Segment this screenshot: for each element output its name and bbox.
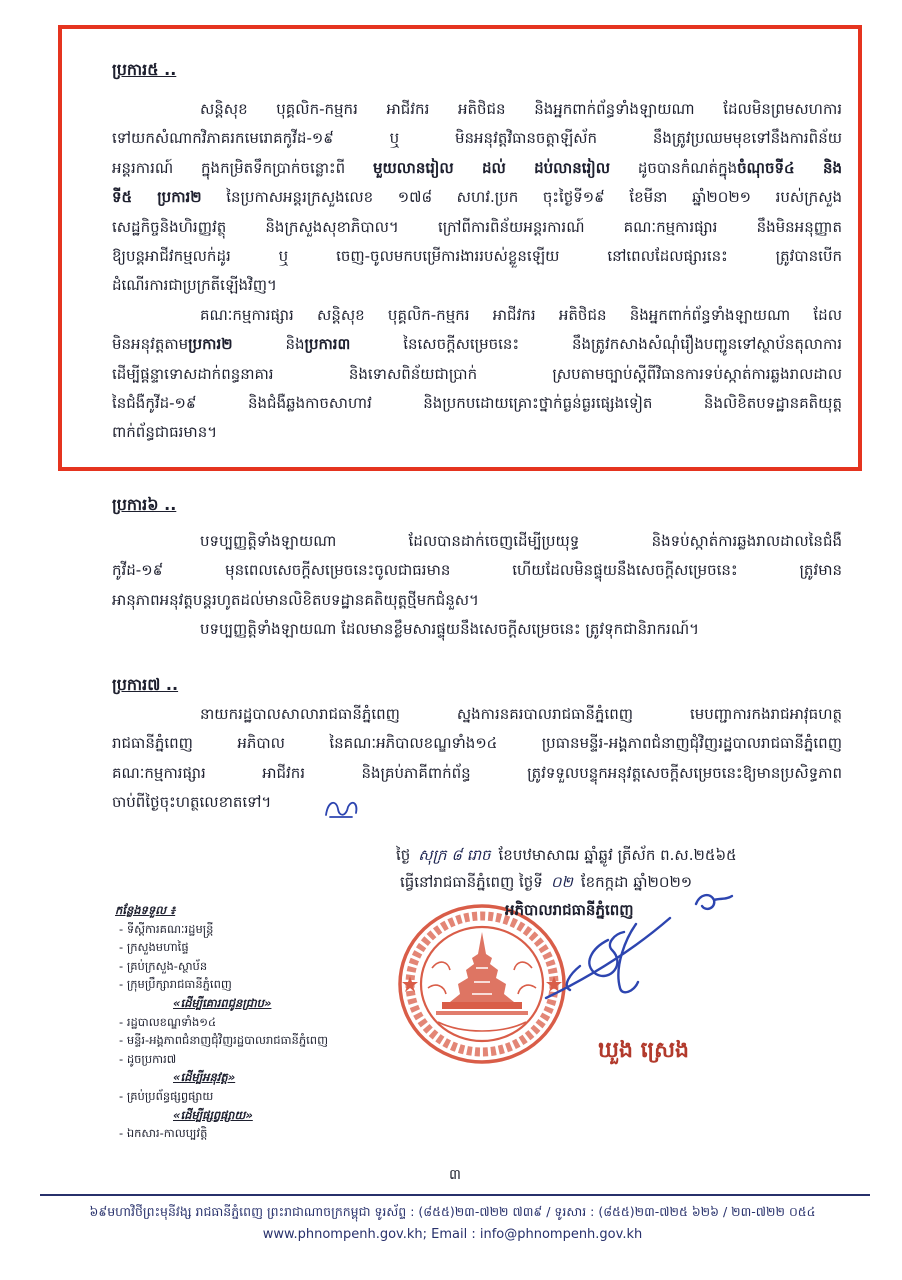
handwritten-day: ០២ [550, 873, 573, 891]
footer-address: ៦៩មហាវិថីព្រះមុនីវង្ស រាជធានីភ្នំពេញ ព្រះរាជាណាចក្រកម្ពុជា ទូរស័ព្ទ : (៨៥៥)២៣-៧២២ ៧៣៩ / ទូរសារ : (៨៥៥)២៣-៧២៥ ៦២៦ / ២៣-៧២២ ០៥៤ [89, 1204, 816, 1219]
recipient-purpose: «ដើម្បីផ្សព្វផ្សាយ» [173, 1107, 253, 1122]
text-line: គណៈកម្មការផ្សារ សន្តិសុខ បុគ្គលិក-កម្មករ អាជីវករ អតិថិជន និងអ្នកពាក់ព័ន្ធទាំងឡាយណា ដែល [200, 305, 842, 324]
recipient-item: - ដូចប្រការ៧ [115, 1050, 385, 1069]
text-line: នៃជំងឺកូវីដ-១៩ និងជំងឺឆ្លងកាចសាហាវ និងប្រកបដោយគ្រោះថ្នាក់ធ្ងន់ធ្ងរផ្សេងទៀត និងលិខិតបទដ្ឋានគតិយុត្ត [112, 393, 842, 412]
article-6 [112, 490, 842, 645]
text-line: គណៈកម្មការផ្សារ អាជីវករ និងគ្រប់ភាគីពាក់ព័ន្ធ ត្រូវទទួលបន្ទុកអនុវត្តសេចក្តីសម្រេចនេះឱ្យមានប្រសិទ្ធភាព [112, 763, 842, 782]
paragraph [112, 301, 842, 448]
text-run: នៃប្រកាសអន្តរក្រសួងលេខ ១៧៨ សហវ.ប្រក ចុះថ្ងៃទី១៩ ខែមីនា ឆ្នាំ២០២១ របស់ក្រសួង [201, 188, 842, 207]
footer-contact: www.phnompenh.gov.kh; Email : info@phnompenh.gov.kh [262, 1227, 643, 1242]
signatory-title: អភិបាលរាជធានីភ្នំពេញ [505, 901, 634, 919]
article-heading: ប្រការ៧ .. [112, 675, 179, 694]
recipient-item: - ក្រុមប្រឹក្សារាជធានីភ្នំពេញ [115, 975, 385, 994]
article-heading: ប្រការ៥ .. [112, 60, 177, 79]
text-line: អានុភាពអនុវត្តបន្តរហូតដល់មានលិខិតបទដ្ឋានគតិយុត្តថ្មីមកជំនួស។ [112, 590, 479, 609]
handwritten-initials [322, 795, 362, 823]
recipient-item: - គ្រប់ប្រព័ន្ធផ្សព្វផ្សាយ [115, 1087, 385, 1106]
text-line: បទប្បញ្ញត្តិទាំងឡាយណា ដែលមានខ្លឹមសារផ្ទុយនឹងសេចក្តីសម្រេចនេះ ត្រូវទុកជានិរាករណ៍។ [200, 620, 700, 639]
text-line: ឱ្យបន្តអាជីវកម្មលក់ដូរ ឬ ចេញ-ចូលមកបម្រើការងាររបស់ខ្លួនឡើយ នៅពេលដែលផ្សារនេះ ត្រូវបានបើក [112, 246, 842, 265]
text-line: ទៅយកសំណាកវិភាគរកមេរោគកូវីដ-១៩ ឬ មិនអនុវត្តវិធានចត្តាឡីស័ក នឹងត្រូវប្រឈមមុខទៅនឹងការពិន័យ [112, 129, 842, 148]
lunar-date-line [396, 841, 846, 869]
text-line: សេដ្ឋកិច្ចនិងហិរញ្ញវត្ថុ និងក្រសួងសុខាភិបាល។ ក្រៅពីការពិន័យអន្តរការណ៍ គណៈកម្មការផ្សារ នឹងមិនអនុញ្ញាត [112, 217, 842, 236]
signatory-name: ឃួង ស្រេង [598, 1038, 690, 1063]
recipient-item: - គ្រប់ក្រសួង-ស្ថាប័ន [115, 957, 385, 976]
text-run: មិនអនុវត្តតាម [112, 335, 189, 354]
recipient-item: - មន្ទីរ-អង្គភាពជំនាញជុំវិញរដ្ឋបាលរាជធានីភ្នំពេញ [115, 1031, 385, 1050]
bold-text: ចំណុចទី៤ និង [737, 158, 842, 177]
date-prefix: ធ្វើនៅរាជធានីភ្នំពេញ ថ្ងៃទី [400, 873, 543, 891]
text-line: ចាប់ពីថ្ងៃចុះហត្ថលេខាតទៅ។ [112, 793, 272, 812]
recipient-item: - ទីស្តីការគណៈរដ្ឋមន្ត្រី [115, 920, 385, 939]
paragraph [112, 615, 842, 644]
text-line: ដើម្បីផ្តន្ទាទោសដាក់ពន្ធនាគារ និងទោសពិន័យជាប្រាក់ ស្របតាមច្បាប់ស្តីពីវិធានការទប់ស្កាត់ការឆ្លងរាលដាល [112, 364, 842, 383]
recipient-item: - រដ្ឋបាលខណ្ឌទាំង១៤ [115, 1013, 385, 1032]
text-line: កូវីដ-១៩ មុនពេលសេចក្តីសម្រេចនេះចូលជាធរមាន ហើយដែលមិនផ្ទុយនឹងសេចក្តីសម្រេចនេះ ត្រូវមាន [112, 561, 842, 580]
text-line: ដំណើរការជាប្រក្រតីឡើងវិញ។ [112, 276, 277, 295]
recipients-heading: កន្លែងទទួល ៖ [115, 903, 176, 917]
paragraph [112, 700, 842, 818]
text-line: បទប្បញ្ញត្តិទាំងឡាយណា ដែលបានដាក់ចេញដើម្បីប្រយុទ្ធ និងទប់ស្កាត់ការឆ្លងរាលដាលនៃជំងឺ [200, 532, 842, 550]
article-7 [112, 670, 842, 818]
text-line: សន្តិសុខ បុគ្គលិក-កម្មករ អាជីវករ អតិថិជន និងអ្នកពាក់ព័ន្ធទាំងឡាយណា ដែលមិនព្រមសហការ [200, 100, 842, 118]
text-run: អន្តរការណ៍ ក្នុងកម្រិតទឹកប្រាក់ចន្លោះពី [112, 158, 373, 177]
bold-text: មួយលានរៀល ដល់ ដប់លានរៀល [373, 158, 610, 177]
date-suffix: ខែកក្កដា ឆ្នាំ២០២១ [580, 873, 693, 891]
article-heading: ប្រការ៦ .. [112, 495, 177, 514]
footer-divider [40, 1194, 870, 1196]
text-line: នាយករដ្ឋបាលសាលារាជធានីភ្នំពេញ ស្នងការនគរបាលរាជធានីភ្នំពេញ មេបញ្ជាការកងរាជអាវុធហត្ថ [200, 705, 842, 723]
page-number: ៣ [449, 1167, 461, 1183]
recipient-item: - ឯកសារ-កាលប្បវត្តិ [115, 1124, 385, 1143]
bold-text: ប្រការ២ [188, 335, 233, 354]
date-suffix: ខែបឋមាសាឍ ឆ្នាំឆ្លូវ ត្រីស័ក ព.ស.២៥៦៥ [498, 846, 737, 864]
text-run: នៃសេចក្តីសម្រេចនេះ នឹងត្រូវកសាងសំណុំរឿងបញ្ជូនទៅស្ថាប័នតុលាការ [350, 335, 842, 354]
bold-text: ប្រការ៣ [304, 335, 351, 354]
bold-text: ទី៥ ប្រការ២ [112, 188, 202, 207]
recipient-purpose: «ដើម្បីគោរពជូនជ្រាប» [173, 995, 272, 1010]
text-line [112, 183, 842, 212]
text-line: ពាក់ព័ន្ធជាធរមាន។ [112, 423, 218, 442]
text-line [112, 330, 842, 359]
text-line: រាជធានីភ្នំពេញ អភិបាល នៃគណៈអភិបាលខណ្ឌទាំង១៤ ប្រធានមន្ទីរ-អង្គភាពជំនាញជុំវិញរដ្ឋបាលរាជធានីភ្នំពេញ [112, 734, 842, 753]
paragraph [112, 95, 842, 301]
paragraph [112, 527, 842, 615]
recipient-item: - ក្រសួងមហាផ្ទៃ [115, 938, 385, 957]
text-run: និង [232, 335, 305, 354]
article-5 [112, 55, 842, 448]
text-run: ដូចបានកំណត់ក្នុង [610, 158, 738, 177]
recipients-list [115, 901, 385, 1143]
handwritten-signature [510, 878, 750, 1013]
date-prefix: ថ្ងៃ [396, 846, 411, 864]
handwritten-day: សុក្រ ៨ រោច [418, 846, 491, 864]
text-line [112, 154, 842, 183]
recipient-purpose: «ដើម្បីអនុវត្ត» [173, 1070, 236, 1085]
